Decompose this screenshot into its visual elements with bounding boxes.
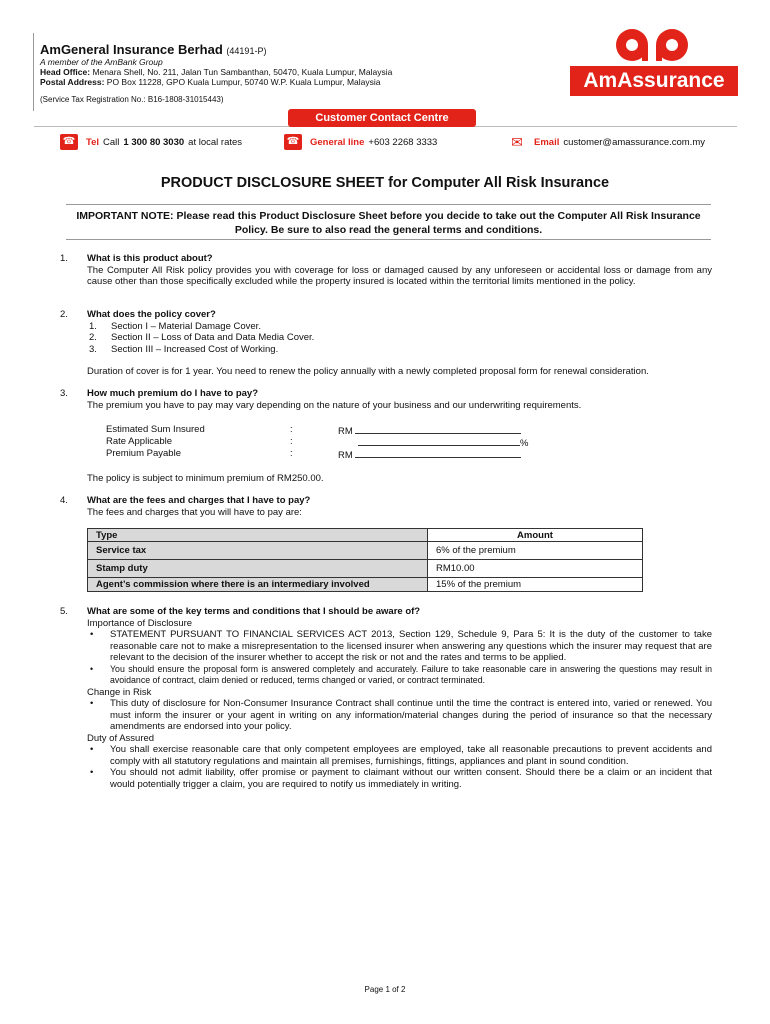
head-office-label: Head Office: — [40, 67, 91, 77]
fee-type: Service tax — [88, 542, 428, 560]
list-item: • STATEMENT PURSUANT TO FINANCIAL SERVICES ACT 2013, Section 129, Schedule 9, Para 5: It is the duty of the customer to take reasonable care not to make a misrepresentation to the licensed insurer when answering any questions which the insurer may request that are relevant to the decision of the insurer whether to accept the risk or not and the rates and terms to be applied. — [87, 629, 712, 664]
percent-suffix: % — [520, 438, 529, 449]
section-2 — [87, 309, 712, 378]
section-3 — [87, 388, 712, 411]
email-label: Email — [534, 136, 560, 148]
list-item: • You should not admit liability, offer promise or payment to claimant without our written consent. Should there be a claim or an incident that would potentially trigger a claim, you are required to notify us immediately in writing. — [87, 767, 712, 790]
section-4 — [87, 495, 712, 518]
important-note: IMPORTANT NOTE: Please read this Product Disclosure Sheet before you decide to take out the Computer All Risk Insurance Policy. Be sure to also read the general terms and conditions. — [76, 210, 701, 236]
list-number: 2. — [89, 332, 97, 343]
header-amount: Amount — [428, 529, 643, 542]
list-item: • You shall exercise reasonable care that only competent employees are employed, take all reasonable precautions to prevent accidents and comply with all statutory regulations and maintain all premises, furnishings, fittings, appliances and plant in sound condition. — [87, 744, 712, 767]
currency-prefix: RM — [338, 450, 353, 461]
subheading: Duty of Assured — [87, 732, 155, 744]
amassurance-logo-icon — [612, 27, 696, 63]
section-text: The Computer All Risk policy provides you with coverage for loss or damaged caused by any unforeseen or accidental loss or damage from any cause other than those specifically excluded while the property insured is located within the territorial limits mentioned in the policy. — [87, 264, 712, 287]
note-bottom-rule — [66, 239, 711, 240]
head-office-address: Menara Shell, No. 211, Jalan Tun Sambanthan, 50470, Kuala Lumpur, Malaysia — [92, 67, 393, 77]
section-number: 5. — [60, 606, 68, 617]
tel-suffix: at local rates — [188, 136, 243, 148]
fee-amount: 6% of the premium — [428, 542, 643, 560]
form-colon: : — [290, 436, 293, 447]
fee-amount: 15% of the premium — [428, 578, 643, 592]
fee-amount: RM10.00 — [428, 560, 643, 578]
header-rule — [33, 33, 34, 111]
list-number: 1. — [89, 320, 97, 332]
section-number: 2. — [60, 309, 68, 320]
contact-tel — [60, 134, 242, 150]
page-number: Page 1 of 2 — [364, 985, 406, 994]
table-header-row — [88, 529, 643, 542]
fee-type: Stamp duty — [88, 560, 428, 578]
section-question: How much premium do I have to pay? — [87, 388, 259, 399]
postal-label: Postal Address: — [40, 77, 105, 87]
duration-text: Duration of cover is for 1 year. You need to renew the policy annually with a newly completed proposal form for renewal consideration. — [87, 366, 649, 377]
list-item: • This duty of disclosure for Non-Consumer Insurance Contract shall continue until the time the contract is entered into, varied or renewed. You must inform the insurer or your agent in writing on any information/material changes during the period of insurance so that the necessary amendments are endorsed into your policy. — [87, 698, 712, 733]
postal-address-text: PO Box 11228, GPO Kuala Lumpur, 50740 W.P. Kuala Lumpur, Malaysia — [106, 77, 381, 87]
blank-line — [355, 448, 521, 458]
group-member: A member of the AmBank Group — [40, 57, 163, 67]
tel-label: Tel — [86, 136, 100, 148]
phone-icon: ☎ — [60, 134, 78, 150]
tel-prefix: Call — [103, 136, 120, 148]
section-1 — [87, 253, 712, 288]
table-row — [88, 542, 643, 560]
form-label: Rate Applicable — [106, 436, 173, 447]
general-line-number[interactable]: +603 2268 3333 — [368, 136, 438, 148]
subheading: Importance of Disclosure — [87, 617, 193, 629]
form-colon: : — [290, 448, 293, 459]
currency-prefix: RM — [338, 426, 353, 437]
section-question: What are the fees and charges that I have to pay? — [87, 495, 311, 506]
minimum-premium: The policy is subject to minimum premium of RM250.00. — [87, 473, 324, 484]
section-text: The fees and charges that you will have to pay are: — [87, 506, 302, 518]
contact-email — [508, 134, 705, 150]
list-item — [87, 321, 712, 333]
company-name — [40, 42, 266, 57]
page-title: PRODUCT DISCLOSURE SHEET for Computer All Risk Insurance — [160, 175, 610, 191]
blank-line — [355, 424, 521, 434]
section-number: 4. — [60, 495, 68, 506]
header-type: Type — [88, 529, 428, 542]
company-reg-no: (44191-P) — [226, 46, 267, 56]
brand-wordmark: AmAssurance — [570, 66, 738, 96]
contact-general — [284, 134, 437, 150]
section-question: What are some of the key terms and conditions that I should be aware of? — [87, 606, 421, 617]
tax-registration: (Service Tax Registration No.: B16-1808-31015443) — [40, 95, 224, 104]
premium-field[interactable] — [338, 448, 521, 461]
email-address[interactable]: customer@amassurance.com.my — [563, 136, 705, 148]
fees-table — [87, 528, 643, 592]
subheading: Change in Risk — [87, 686, 152, 698]
postal-address — [40, 77, 381, 88]
table-row — [88, 560, 643, 578]
list-text: Section II – Loss of Data and Data Media Cover. — [111, 332, 315, 343]
list-item — [87, 332, 712, 344]
form-label: Premium Payable — [106, 448, 181, 459]
list-text: Section III – Increased Cost of Working. — [111, 343, 279, 355]
general-line-label: General line — [310, 136, 365, 148]
bullet-list — [87, 698, 712, 733]
fee-type: Agent’s commission where there is an intermediary involved — [88, 578, 428, 592]
list-item: • You should ensure the proposal form is answered completely and accurately. Failure to take reasonable care in answering the questions may result in avoidance of contract, claim denied or reduced, terms changed or varied, or contract terminated. — [87, 664, 712, 687]
bullet-list — [87, 744, 712, 790]
bullet-list — [87, 629, 712, 687]
form-colon: : — [290, 424, 293, 435]
company-title: AmGeneral Insurance Berhad — [40, 42, 223, 57]
section-question: What does the policy cover? — [87, 309, 216, 320]
list-item — [87, 344, 712, 356]
section-number: 1. — [60, 253, 68, 264]
section-number: 3. — [60, 388, 68, 399]
blank-line — [358, 436, 520, 446]
table-row — [88, 578, 643, 592]
section-5 — [87, 606, 712, 790]
customer-contact-banner: Customer Contact Centre — [288, 109, 476, 127]
form-label: Estimated Sum Insured — [106, 424, 205, 435]
section-text: The premium you have to pay may vary depending on the nature of your business and our underwriting requirements. — [87, 399, 582, 411]
note-top-rule — [66, 204, 711, 205]
section-question: What is this product about? — [87, 253, 213, 264]
tel-number[interactable]: 1 300 80 3030 — [123, 136, 185, 148]
list-text: Section I – Material Damage Cover. — [111, 320, 261, 332]
list-number: 3. — [89, 343, 97, 355]
envelope-icon: ✉ — [511, 134, 523, 150]
phone-icon: ☎ — [284, 134, 302, 150]
